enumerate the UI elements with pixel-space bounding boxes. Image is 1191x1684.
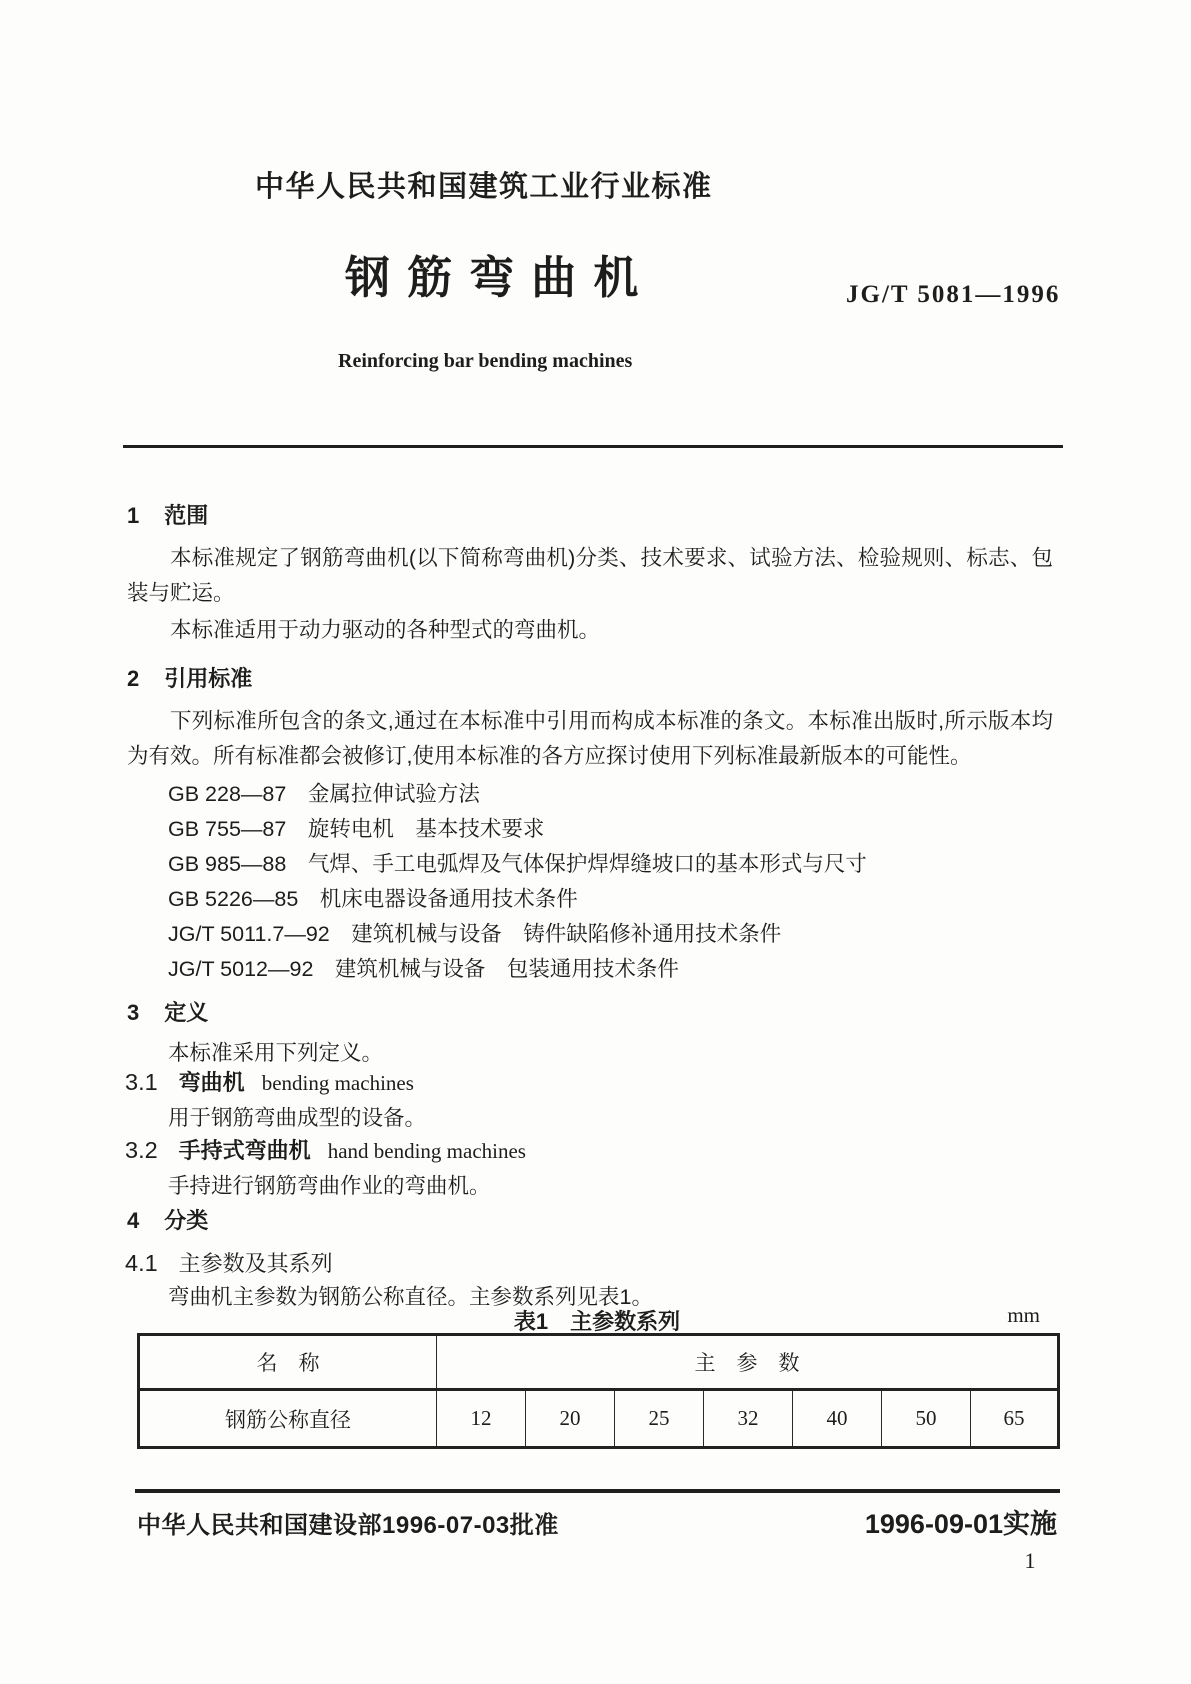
table-1-value-cell: 40 [793,1390,882,1448]
reference-item: JG/T 5012—92 建筑机械与设备 包装通用技术条件 [168,957,679,981]
section-4-title: 分类 [164,1208,209,1233]
section-4-paragraph: 弯曲机主参数为钢筋公称直径。主参数系列见表1。 [168,1285,653,1309]
clause-3-2 [125,1134,526,1165]
section-1-title: 范围 [164,503,209,528]
footer-approval-text: 中华人民共和国建设部1996-07-03批准 [137,1512,559,1539]
table-1-param-header: 主 参 数 [437,1335,1059,1390]
table-1-data-row [139,1390,1059,1448]
clause-3-2-term: 手持式弯曲机 [178,1138,311,1163]
reference-item: JG/T 5011.7—92 建筑机械与设备 铸件缺陷修补通用技术条件 [168,922,782,946]
table-1 [137,1333,1060,1449]
section-2-heading [127,662,252,693]
table-1-caption: 表1 主参数系列 [513,1309,681,1334]
section-4-number: 4 [127,1208,140,1233]
reference-item: GB 5226—85 机床电器设备通用技术条件 [168,887,578,911]
clause-3-2-english: hand bending machines [327,1139,526,1163]
section-3-intro: 本标准采用下列定义。 [168,1041,384,1065]
table-1-header-row [139,1335,1059,1390]
section-1-heading [127,499,208,530]
section-2-title: 引用标准 [164,666,253,691]
reference-item: GB 228—87 金属拉伸试验方法 [168,782,480,806]
clause-3-1-term: 弯曲机 [178,1070,245,1095]
section-2-paragraph-1: 下列标准所包含的条文,通过在本标准中引用而构成本标准的条文。本标准出版时,所示版本均为有效。所有标准都会被修订,使用本标准的各方应探讨使用下列标准最新版本的可能性。 [127,709,1053,768]
section-2-number: 2 [127,666,140,691]
section-3-number: 3 [127,1000,140,1025]
section-4-heading [127,1204,208,1235]
table-1-value-cell: 25 [615,1390,704,1448]
table-1-value-cell: 20 [526,1390,615,1448]
clause-3-1-english: bending machines [261,1071,414,1095]
clause-3-1 [125,1066,414,1097]
table-1-unit: mm [1007,1303,1040,1327]
english-title: Reinforcing bar bending machines [338,350,633,372]
reference-item: GB 985—88 气焊、手工电弧焊及气体保护焊焊缝坡口的基本形式与尺寸 [168,852,867,876]
clause-4-1-title: 主参数及其系列 [178,1251,333,1276]
clause-3-1-number: 3.1 [125,1069,158,1095]
section-1-paragraph-1: 本标准规定了钢筋弯曲机(以下简称弯曲机)分类、技术要求、试验方法、检验规则、标志、包装与贮运。 [127,546,1053,605]
footer-implementation-text: 1996-09-01实施 [864,1509,1057,1539]
clause-4-1-number: 4.1 [125,1250,158,1276]
clause-3-2-number: 3.2 [125,1137,158,1163]
header-divider [123,445,1063,448]
table-1-value-cell: 12 [437,1390,526,1448]
clause-3-2-description: 手持进行钢筋弯曲作业的弯曲机。 [168,1174,491,1198]
standard-class-header: 中华人民共和国建筑工业行业标准 [255,171,713,203]
section-3-heading [127,996,208,1027]
standard-number: JG/T 5081—1996 [846,281,1061,308]
reference-item: GB 755—87 旋转电机 基本技术要求 [168,817,545,841]
table-1-value-cell: 50 [882,1390,971,1448]
section-3-title: 定义 [164,1000,209,1025]
table-1-name-header: 名 称 [139,1335,437,1390]
clause-4-1 [125,1247,333,1278]
page-number: 1 [1024,1548,1036,1573]
section-1-number: 1 [127,503,140,528]
section-1-paragraph-2: 本标准适用于动力驱动的各种型式的弯曲机。 [170,618,601,642]
clause-3-1-description: 用于钢筋弯曲成型的设备。 [168,1106,427,1130]
table-1-value-cell: 65 [971,1390,1059,1448]
table-1-value-cell: 32 [704,1390,793,1448]
document-title: 钢筋弯曲机 [345,252,656,303]
footer-divider [135,1489,1060,1493]
table-1-row-label: 钢筋公称直径 [139,1390,437,1448]
